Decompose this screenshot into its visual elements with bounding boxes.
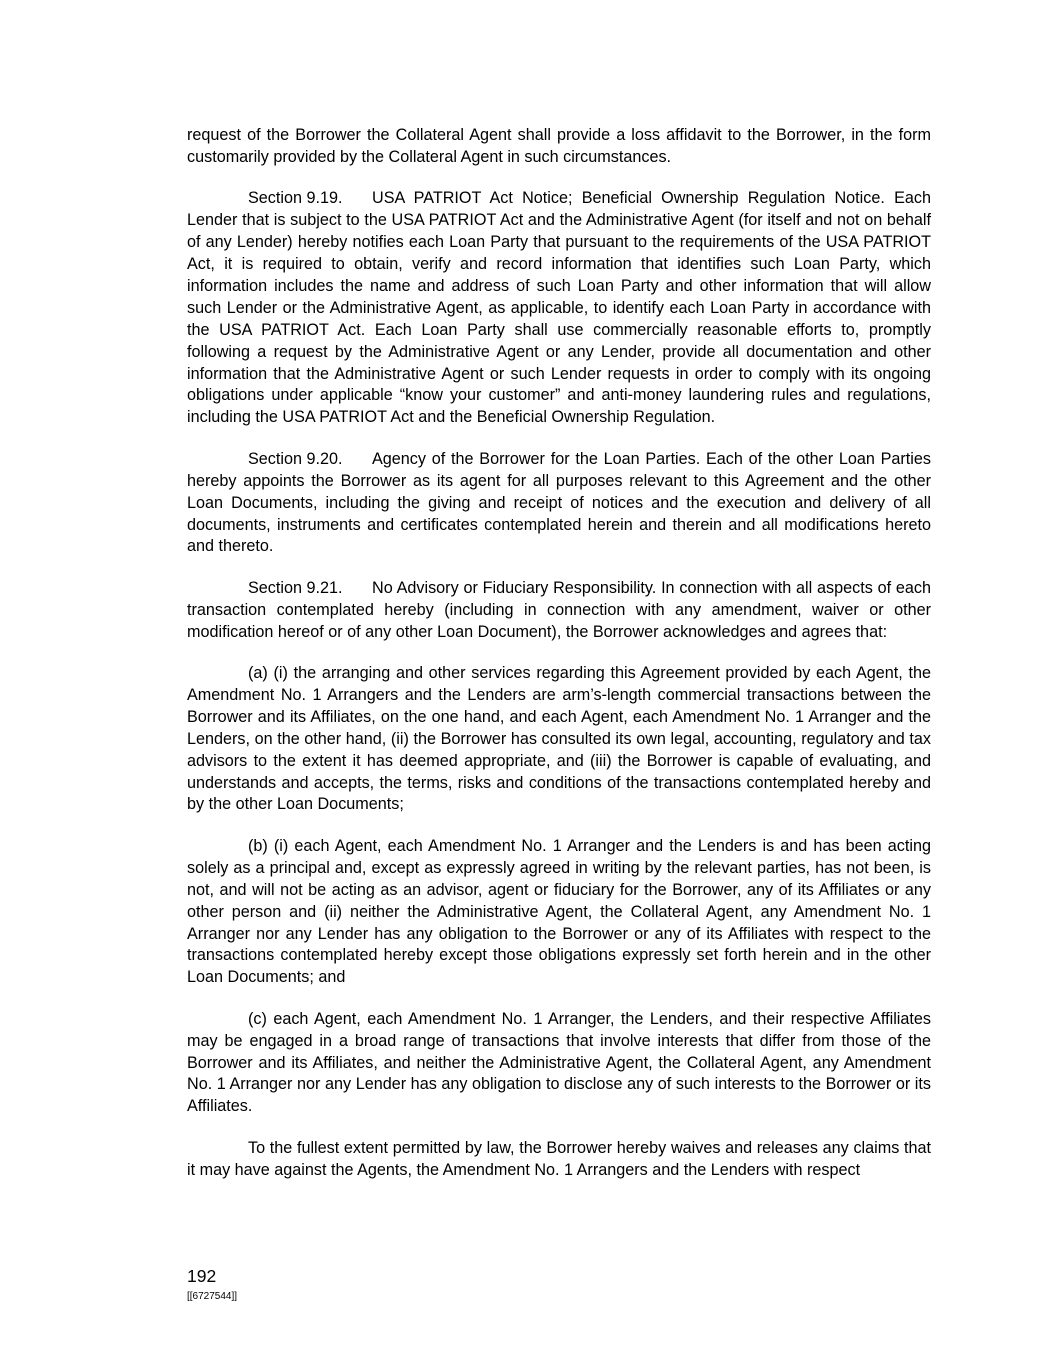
page-body <box>187 125 931 1201</box>
clause-b: (b) (i) each Agent, each Amendment No. 1 Arranger and the Lenders is and has been acting solely as a principal and, except as expressly agreed in writing by the relevant parties, has not been, is not, and will not be acting as an advisor, agent or fiduciary for the Borrower, any of its Affiliates or any other person and (ii) neither the Administrative Agent, the Collateral Agent, any Amendment No. 1 Arranger nor any Lender has any obligation to the Borrower or any of its Affiliates with respect to the transactions contemplated hereby except those obligations expressly set forth herein and in the other Loan Documents; and <box>187 836 931 987</box>
section-9-21 <box>187 578 931 644</box>
document-id: [[6727544]] <box>187 1291 238 1302</box>
section-text: No Advisory or Fiduciary Responsibility. In connection with all aspects of each transaction contemplated hereby (including in connection with any amendment, waiver or other modification hereof or of any other Loan Document), the Borrower acknowledges and agrees that: <box>187 578 931 641</box>
section-text: USA PATRIOT Act Notice; Beneficial Ownership Regulation Notice. Each Lender that is subject to the USA PATRIOT Act and the Administrative Agent (for itself and not on behalf of any Lender) hereby notifies each Loan Party that pursuant to the requirements of the USA PATRIOT Act, it is required to obtain, verify and record information that identifies such Loan Party, which information includes the name and address of such Loan Party and other information that will allow such Lender or the Administrative Agent, as applicable, to identify each Loan Party in accordance with the USA PATRIOT Act. Each Loan Party shall use commercially reasonable efforts to, promptly following a request by the Administrative Agent or any Lender, provide all documentation and other information that the Administrative Agent or such Lender requests in order to comply with its ongoing obligations under applicable “know your customer” and anti-money laundering rules and regulations, including the USA PATRIOT Act and the Beneficial Ownership Regulation. <box>187 189 931 427</box>
section-number: Section 9.20. <box>248 449 343 468</box>
section-text: Agency of the Borrower for the Loan Parties. Each of the other Loan Parties hereby appoints the Borrower as its agent for all purposes relevant to this Agreement and the other Loan Documents, including the giving and receipt of notices and the execution and delivery of all documents, instruments and certificates contemplated herein and therein and all modifications hereto and thereto. <box>187 449 931 556</box>
section-9-19 <box>187 188 931 429</box>
paragraph-continuation: request of the Borrower the Collateral Agent shall provide a loss affidavit to the Borrower, in the form customarily provided by the Collateral Agent in such circumstances. <box>187 126 931 166</box>
page-number: 192 <box>187 1266 217 1286</box>
clause-a: (a) (i) the arranging and other services regarding this Agreement provided by each Agent, the Amendment No. 1 Arrangers and the Lenders are arm’s-length commercial transactions between the Borrower and its Affiliates, on the one hand, and each Agent, each Amendment No. 1 Arranger and the Lenders, on the other hand, (ii) the Borrower has consulted its own legal, accounting, regulatory and tax advisors to the extent it has deemed appropriate, and (iii) the Borrower is capable of evaluating, and understands and accepts, the terms, risks and conditions of the transactions contemplated hereby and by the other Loan Documents; <box>187 664 931 814</box>
section-9-20 <box>187 449 931 559</box>
clause-c: (c) each Agent, each Amendment No. 1 Arranger, the Lenders, and their respective Affiliates may be engaged in a broad range of transactions that involve interests that differ from those of the Borrower and its Affiliates, and neither the Administrative Agent, the Collateral Agent, any Amendment No. 1 Arranger nor any Lender has any obligation to disclose any of such interests to the Borrower or its Affiliates. <box>187 1009 931 1116</box>
closing-paragraph: To the fullest extent permitted by law, the Borrower hereby waives and releases any claims that it may have against the Agents, the Amendment No. 1 Arrangers and the Lenders with respect <box>187 1138 931 1179</box>
section-number: Section 9.21. <box>248 578 343 597</box>
section-number: Section 9.19. <box>248 189 343 208</box>
